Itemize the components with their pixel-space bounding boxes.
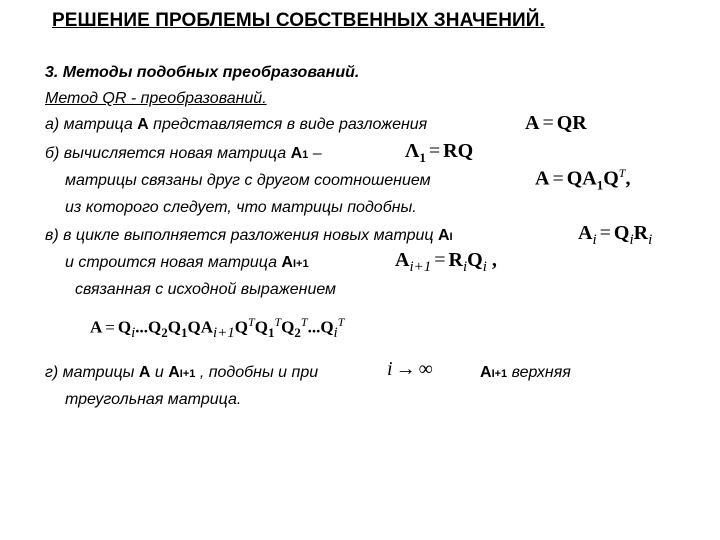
- item-d-matrix2-symbol: А: [168, 364, 180, 381]
- item-d-matrix3-subscript: I+1: [491, 368, 508, 380]
- item-c-new-matrix-symbol: А: [281, 254, 293, 271]
- item-b-line3: из которого следует, что матрицы подобны.: [65, 199, 417, 216]
- item-a-matrix-symbol: А: [137, 116, 149, 133]
- formula-b-lambda: $\Lambda_1$ = RQ: [405, 140, 474, 165]
- item-c-line2: [65, 254, 309, 272]
- page-title: РЕШЕНИЕ ПРОБЛЕМЫ СОБСТВЕННЫХ ЗНАЧЕНИЙ.: [52, 10, 545, 31]
- formula-a-qr: A = QR: [525, 112, 587, 134]
- item-b-label: б) вычисляется новая матрица: [45, 145, 291, 162]
- section-heading: 3. Методы подобных преобразований.: [45, 64, 360, 81]
- formula-b-similarity: $A = QA_1Q^T$,: [535, 166, 631, 193]
- item-c-matrix-symbol: А: [437, 227, 450, 244]
- item-d-conjunction: и: [150, 364, 169, 381]
- item-d-label: г) матрицы: [45, 364, 139, 381]
- item-c-text: [45, 227, 453, 245]
- item-a-text: [45, 116, 427, 134]
- item-d-tail-label: верхняя: [507, 364, 571, 381]
- item-c-line3: связанная с исходной выражением: [75, 281, 337, 298]
- formula-d-limit: i → ∞: [387, 358, 433, 380]
- item-d-matrix3-symbol: А: [480, 364, 492, 381]
- item-c-subscript: I: [449, 231, 453, 243]
- formula-c-decomposition: $A_i = Q_iR_i$: [578, 222, 653, 248]
- item-b-matrix-symbol: А: [290, 145, 303, 162]
- item-d-line2: треугольная матрица.: [65, 391, 242, 408]
- item-a-label: а) матрица: [45, 116, 138, 133]
- item-d-tail: [480, 364, 571, 382]
- formula-c-new-matrix: $A_{i+1} = R_iQ_i$ ,: [395, 249, 497, 275]
- item-d-matrix2-subscript: I+1: [179, 368, 196, 380]
- item-c-label: в) в цикле выполняется разложения новых матриц: [45, 227, 438, 244]
- method-heading: Метод QR - преобразований.: [45, 90, 267, 107]
- item-c-line2-label: и строится новая матрица: [65, 254, 282, 271]
- item-a-label-cont: представляется в виде разложения: [148, 116, 428, 133]
- item-b-line2: матрицы связаны друг с другом соотношением: [65, 172, 431, 189]
- formula-c-expansion: $A = Q_i...Q_2Q_1QA_{i+1}Q^TQ_1^TQ_2^T...Q_i^T$: [90, 315, 345, 342]
- item-b-dash: –: [308, 145, 322, 162]
- item-c-new-matrix-subscript: I+1: [292, 258, 309, 270]
- item-d-text: [45, 364, 318, 382]
- item-b-subscript: 1: [302, 149, 309, 161]
- item-b-text: [45, 145, 322, 163]
- item-d-label-cont: , подобны и при: [195, 364, 319, 381]
- item-d-matrix-symbol: А: [138, 364, 151, 381]
